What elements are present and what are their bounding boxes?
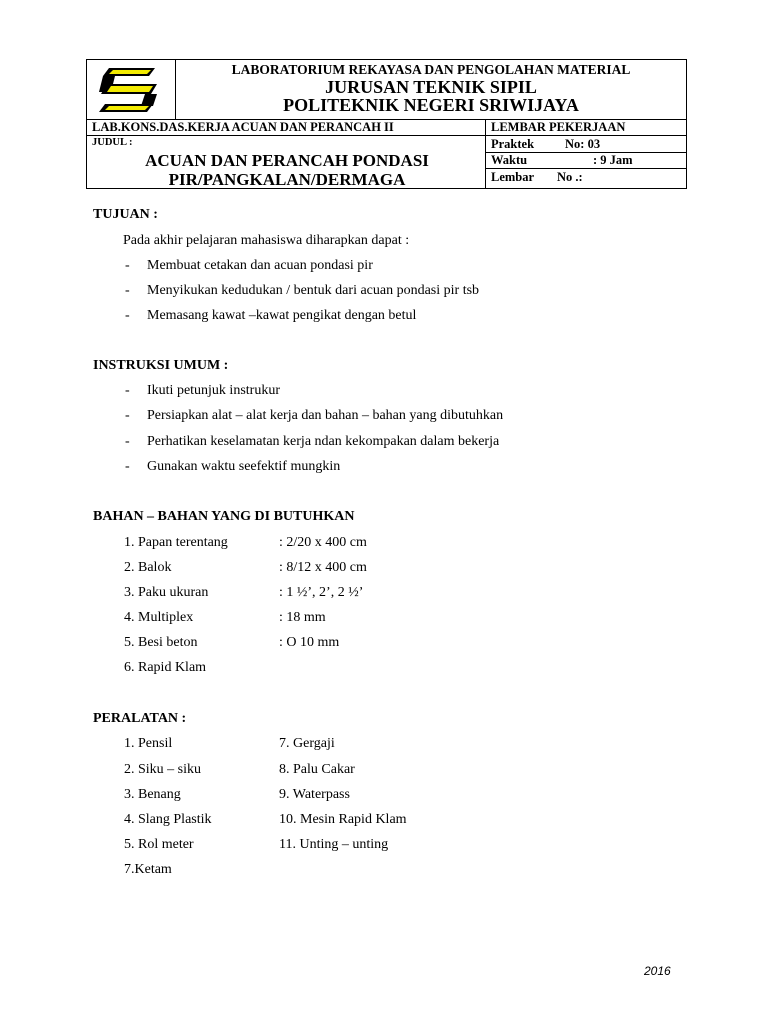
header-column-divider xyxy=(485,119,486,189)
peralatan-item: 9. Waterpass xyxy=(279,787,350,802)
sheet-type: LEMBAR PEKERJAAN xyxy=(491,120,626,134)
bahan-item-spec: : O 10 mm xyxy=(279,635,340,650)
header-divider xyxy=(485,168,686,169)
peralatan-item: 4. Slang Plastik xyxy=(124,812,212,827)
bahan-item-spec: : 8/12 x 400 cm xyxy=(279,560,367,575)
bahan-item-spec: : 1 ½’, 2’, 2 ½’ xyxy=(279,585,364,600)
department-name: JURUSAN TEKNIK SIPIL xyxy=(325,77,537,97)
bullet-dash: - xyxy=(125,283,130,298)
tujuan-item: Memasang kawat –kawat pengikat dengan betul xyxy=(147,308,417,323)
bahan-item-spec: : 18 mm xyxy=(279,610,326,625)
header-box xyxy=(86,59,687,189)
tujuan-heading: TUJUAN : xyxy=(93,207,158,222)
tujuan-item: Menyikukan kedudukan / bentuk dari acuan pondasi pir tsb xyxy=(147,283,480,298)
peralatan-item: 2. Siku – siku xyxy=(124,762,202,777)
institution-logo xyxy=(87,60,176,119)
bahan-item-name: 1. Papan terentang xyxy=(124,535,228,550)
peralatan-item: 7.Ketam xyxy=(124,862,172,877)
judul-label: JUDUL : xyxy=(92,137,133,148)
bahan-item-name: 6. Rapid Klam xyxy=(124,660,207,675)
instruksi-item: Gunakan waktu seefektif mungkin xyxy=(147,459,341,474)
title-line-2: PIR/PANGKALAN/DERMAGA xyxy=(168,170,406,189)
peralatan-item: 7. Gergaji xyxy=(279,736,335,751)
bullet-dash: - xyxy=(125,408,130,423)
waktu-value: : 9 Jam xyxy=(593,153,633,167)
header-divider xyxy=(87,135,686,136)
tujuan-item: Membuat cetakan dan acuan pondasi pir xyxy=(147,258,373,273)
tujuan-intro: Pada akhir pelajaran mahasiswa diharapkan dapat : xyxy=(123,233,410,248)
peralatan-heading: PERALATAN : xyxy=(93,711,187,726)
waktu-label: Waktu xyxy=(491,153,528,167)
peralatan-item: 8. Palu Cakar xyxy=(279,762,355,777)
course-name: LAB.KONS.DAS.KERJA ACUAN DAN PERANCAH II xyxy=(92,120,394,134)
praktek-label: Praktek xyxy=(491,137,535,151)
bullet-dash: - xyxy=(125,258,130,273)
institution-name: POLITEKNIK NEGERI SRIWIJAYA xyxy=(283,95,579,115)
title-line-1: ACUAN DAN PERANCAH PONDASI xyxy=(145,151,429,170)
bahan-item-name: 3. Paku ukuran xyxy=(124,585,209,600)
bullet-dash: - xyxy=(125,459,130,474)
praktek-value: No: 03 xyxy=(565,137,601,151)
peralatan-item: 3. Benang xyxy=(124,787,181,802)
instruksi-item: Perhatikan keselamatan kerja ndan kekompakan dalam bekerja xyxy=(147,434,500,449)
bahan-heading: BAHAN – BAHAN YANG DI BUTUHKAN xyxy=(93,509,355,524)
peralatan-item: 10. Mesin Rapid Klam xyxy=(279,812,407,827)
bullet-dash: - xyxy=(125,434,130,449)
peralatan-item: 5. Rol meter xyxy=(124,837,194,852)
bahan-item-name: 2. Balok xyxy=(124,560,172,575)
instruksi-heading: INSTRUKSI UMUM : xyxy=(93,358,229,373)
lembar-label: Lembar xyxy=(491,170,535,184)
lab-name: LABORATORIUM REKAYASA DAN PENGOLAHAN MATERIAL xyxy=(231,62,631,77)
bullet-dash: - xyxy=(125,383,130,398)
logo-cell xyxy=(87,60,176,119)
instruksi-item: Persiapkan alat – alat kerja dan bahan – bahan yang dibutuhkan xyxy=(147,408,504,423)
peralatan-item: 1. Pensil xyxy=(124,736,173,751)
peralatan-item: 11. Unting – unting xyxy=(279,837,389,852)
lembar-value: No .: xyxy=(557,170,583,184)
instruksi-item: Ikuti petunjuk instrukur xyxy=(147,383,280,398)
bahan-item-spec: : 2/20 x 400 cm xyxy=(279,535,367,550)
footer-year: 2016 xyxy=(644,964,671,978)
bullet-dash: - xyxy=(125,308,130,323)
bahan-item-name: 5. Besi beton xyxy=(124,635,198,650)
bahan-item-name: 4. Multiplex xyxy=(124,610,194,625)
